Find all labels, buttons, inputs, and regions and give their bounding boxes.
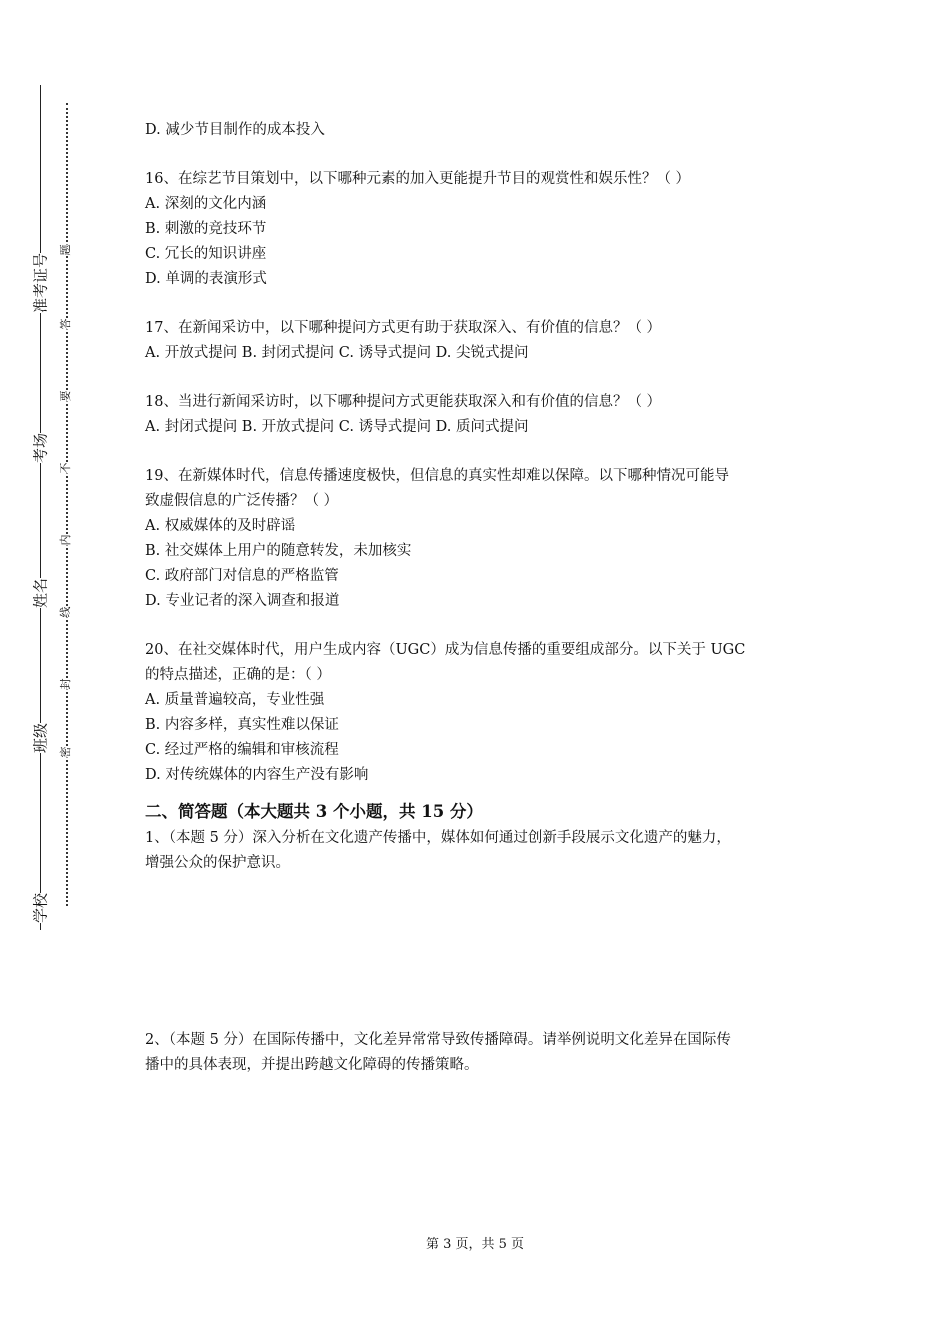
option-line: D. 对传统媒体的内容生产没有影响 — [145, 767, 369, 783]
seal-dotted-line — [66, 103, 68, 906]
question-15-tail — [145, 118, 825, 143]
seal-char: 封 — [59, 678, 72, 690]
question-stem: 19、在新媒体时代，信息传播速度极快，但信息的真实性却难以保障。以下哪种情况可能导 — [145, 468, 729, 484]
option-line: C. 经过严格的编辑和审核流程 — [145, 742, 339, 758]
question-20 — [145, 638, 825, 788]
seal-char: 线 — [59, 606, 72, 618]
seal-char: 答 — [59, 318, 72, 330]
question-stem: 18、当进行新闻采访时，以下哪种提问方式更能获取深入和有价值的信息？（ ） — [145, 394, 662, 410]
field-class: 班级 — [23, 693, 57, 783]
binding-margin — [0, 0, 90, 1344]
option-line: B. 社交媒体上用户的随意转发，未加核实 — [145, 543, 412, 559]
option-line: D. 减少节目制作的成本投入 — [145, 122, 325, 138]
question-stem: 16、在综艺节目策划中，以下哪种元素的加入更能提升节目的观赏性和娱乐性？（ ） — [145, 171, 691, 187]
option-line: C. 冗长的知识讲座 — [145, 246, 267, 262]
option-line: A. 权威媒体的及时辟谣 — [145, 518, 296, 534]
option-line: B. 刺激的竞技环节 — [145, 221, 267, 237]
exam-content — [145, 118, 825, 1078]
option-line: D. 单调的表演形式 — [145, 271, 267, 287]
seal-char: 题 — [59, 244, 72, 256]
field-name: 姓名 — [23, 548, 57, 638]
option-line: D. 专业记者的深入调查和报道 — [145, 593, 340, 609]
page-footer: 第 3 页，共 5 页 — [425, 1237, 525, 1252]
short-answer-2 — [145, 1028, 825, 1078]
field-exam-room: 考场 — [23, 403, 57, 493]
short-answer-1 — [145, 826, 825, 876]
seal-char: 要 — [59, 390, 72, 402]
seal-char: 密 — [59, 746, 72, 758]
field-school: 学校 — [23, 863, 57, 953]
option-line: C. 政府部门对信息的严格监管 — [145, 568, 339, 584]
question-stem: 2、（本题 5 分）在国际传播中，文化差异常常导致传播障碍。请举例说明文化差异在国际传 — [145, 1032, 731, 1048]
question-stem: 17、在新闻采访中，以下哪种提问方式更有助于获取深入、有价值的信息？（ ） — [145, 320, 662, 336]
option-line: A. 开放式提问 B. 封闭式提问 C. 诱导式提问 D. 尖锐式提问 — [145, 345, 529, 361]
option-line: A. 封闭式提问 B. 开放式提问 C. 诱导式提问 D. 质问式提问 — [145, 419, 529, 435]
answer-space[interactable] — [145, 876, 825, 1028]
question-19 — [145, 464, 825, 614]
question-16 — [145, 167, 825, 292]
question-stem: 增强公众的保护意识。 — [145, 855, 290, 871]
question-stem: 播中的具体表现，并提出跨越文化障碍的传播策略。 — [145, 1057, 479, 1073]
question-stem: 1、（本题 5 分）深入分析在文化遗产传播中，媒体如何通过创新手段展示文化遗产的魅力， — [145, 830, 731, 846]
binding-solid-line — [40, 85, 41, 930]
option-line: B. 内容多样，真实性难以保证 — [145, 717, 339, 733]
field-exam-id: 准考证号 — [23, 238, 57, 328]
question-18 — [145, 390, 825, 440]
section-title: 二、简答题（本大题共 3 个小题，共 15 分） — [145, 802, 483, 821]
option-line: A. 深刻的文化内涵 — [145, 196, 267, 212]
question-17 — [145, 316, 825, 366]
option-line: A. 质量普遍较高，专业性强 — [145, 692, 325, 708]
seal-char: 内 — [59, 534, 72, 546]
question-stem: 的特点描述，正确的是：（ ） — [145, 667, 331, 683]
question-stem: 20、在社交媒体时代，用户生成内容（UGC）成为信息传播的重要组成部分。以下关于 UGC — [145, 642, 746, 658]
question-stem: 致虚假信息的广泛传播？（ ） — [145, 493, 339, 509]
seal-char: 不 — [59, 462, 72, 474]
